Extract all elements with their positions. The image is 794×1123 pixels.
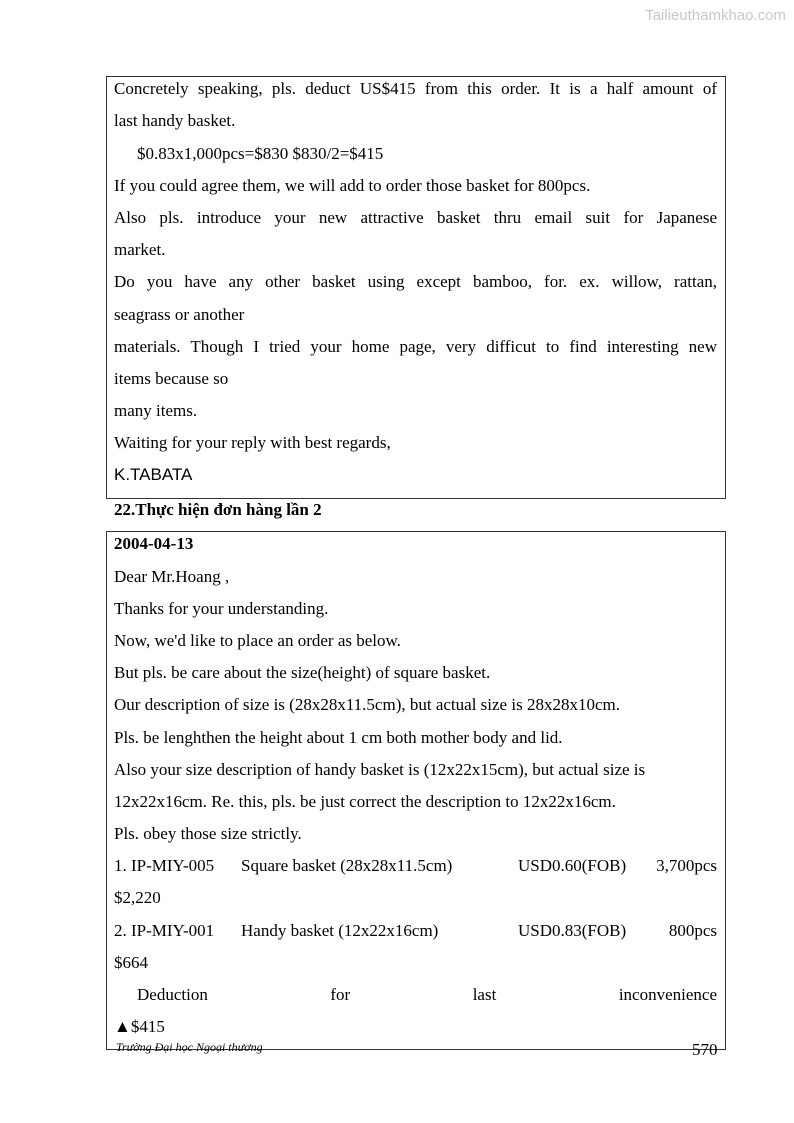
letter-date: 2004-04-13 — [114, 534, 194, 553]
deduction-word: for — [330, 985, 351, 1004]
text-line: Do you have any other basket using except bamboo, for. ex. willow, rattan, — [114, 272, 717, 291]
watermark: Tailieuthamkhao.com — [645, 7, 786, 24]
item-price: USD0.83(FOB) — [518, 921, 627, 940]
text-line: market. — [114, 240, 166, 259]
item-name: Square basket (28x28x11.5cm) — [241, 856, 453, 875]
text-line: $0.83x1,000pcs=$830 $830/2=$415 — [137, 144, 384, 163]
text-line: items because so — [114, 369, 229, 388]
text-line: Waiting for your reply with best regards, — [114, 433, 391, 452]
text-line: many items. — [114, 401, 198, 420]
text-line: materials. Though I tried your home page, very difficut to find interesting new — [114, 337, 717, 356]
text-line: Thanks for your understanding. — [114, 599, 329, 618]
page-number: 570 — [692, 1040, 718, 1059]
letter-box-1 — [106, 76, 726, 499]
item-code: 2. IP-MIY-001 — [114, 921, 215, 940]
text-line: If you could agree them, we will add to order those basket for 800pcs. — [114, 176, 591, 195]
text-line: Also pls. introduce your new attractive basket thru email suit for Japanese — [114, 208, 717, 227]
deduction-word: Deduction — [137, 985, 208, 1004]
footer-school: Trường Đại học Ngoại thương — [116, 1040, 263, 1054]
deduction-amount: ▲$415 — [114, 1017, 165, 1036]
text-line: Concretely speaking, pls. deduct US$415 from this order. It is a half amount of — [114, 79, 717, 98]
item-qty: 800pcs — [668, 921, 717, 940]
text-line: last handy basket. — [114, 111, 236, 130]
text-line: 12x22x16cm. Re. this, pls. be just correct the description to 12x22x16cm. — [114, 792, 616, 811]
text-line: Dear Mr.Hoang , — [114, 567, 230, 586]
text-line: Now, we'd like to place an order as below. — [114, 631, 401, 650]
text-line: Also your size description of handy basket is (12x22x15cm), but actual size is — [114, 760, 646, 779]
text-line: But pls. be care about the size(height) of square basket. — [114, 663, 491, 682]
text-line: Pls. be lenghthen the height about 1 cm both mother body and lid. — [114, 728, 563, 747]
signature-name: K.TABATA — [114, 465, 193, 484]
deduction-line — [114, 985, 717, 1005]
item-amount: $2,220 — [114, 888, 161, 907]
item-qty: 3,700pcs — [656, 856, 717, 875]
item-name: Handy basket (12x22x16cm) — [241, 921, 439, 940]
text-line: seagrass or another — [114, 305, 245, 324]
item-code: 1. IP-MIY-005 — [114, 856, 215, 875]
text-line: Pls. obey those size strictly. — [114, 824, 302, 843]
item-amount: $664 — [114, 953, 148, 972]
deduction-word: last — [472, 985, 497, 1004]
deduction-word: inconvenience — [618, 985, 717, 1004]
section-heading: 22.Thực hiện đơn hàng lần 2 — [114, 500, 322, 519]
item-price: USD0.60(FOB) — [518, 856, 627, 875]
letter-box-2 — [106, 531, 726, 1050]
text-line: Our description of size is (28x28x11.5cm), but actual size is 28x28x10cm. — [114, 695, 620, 714]
